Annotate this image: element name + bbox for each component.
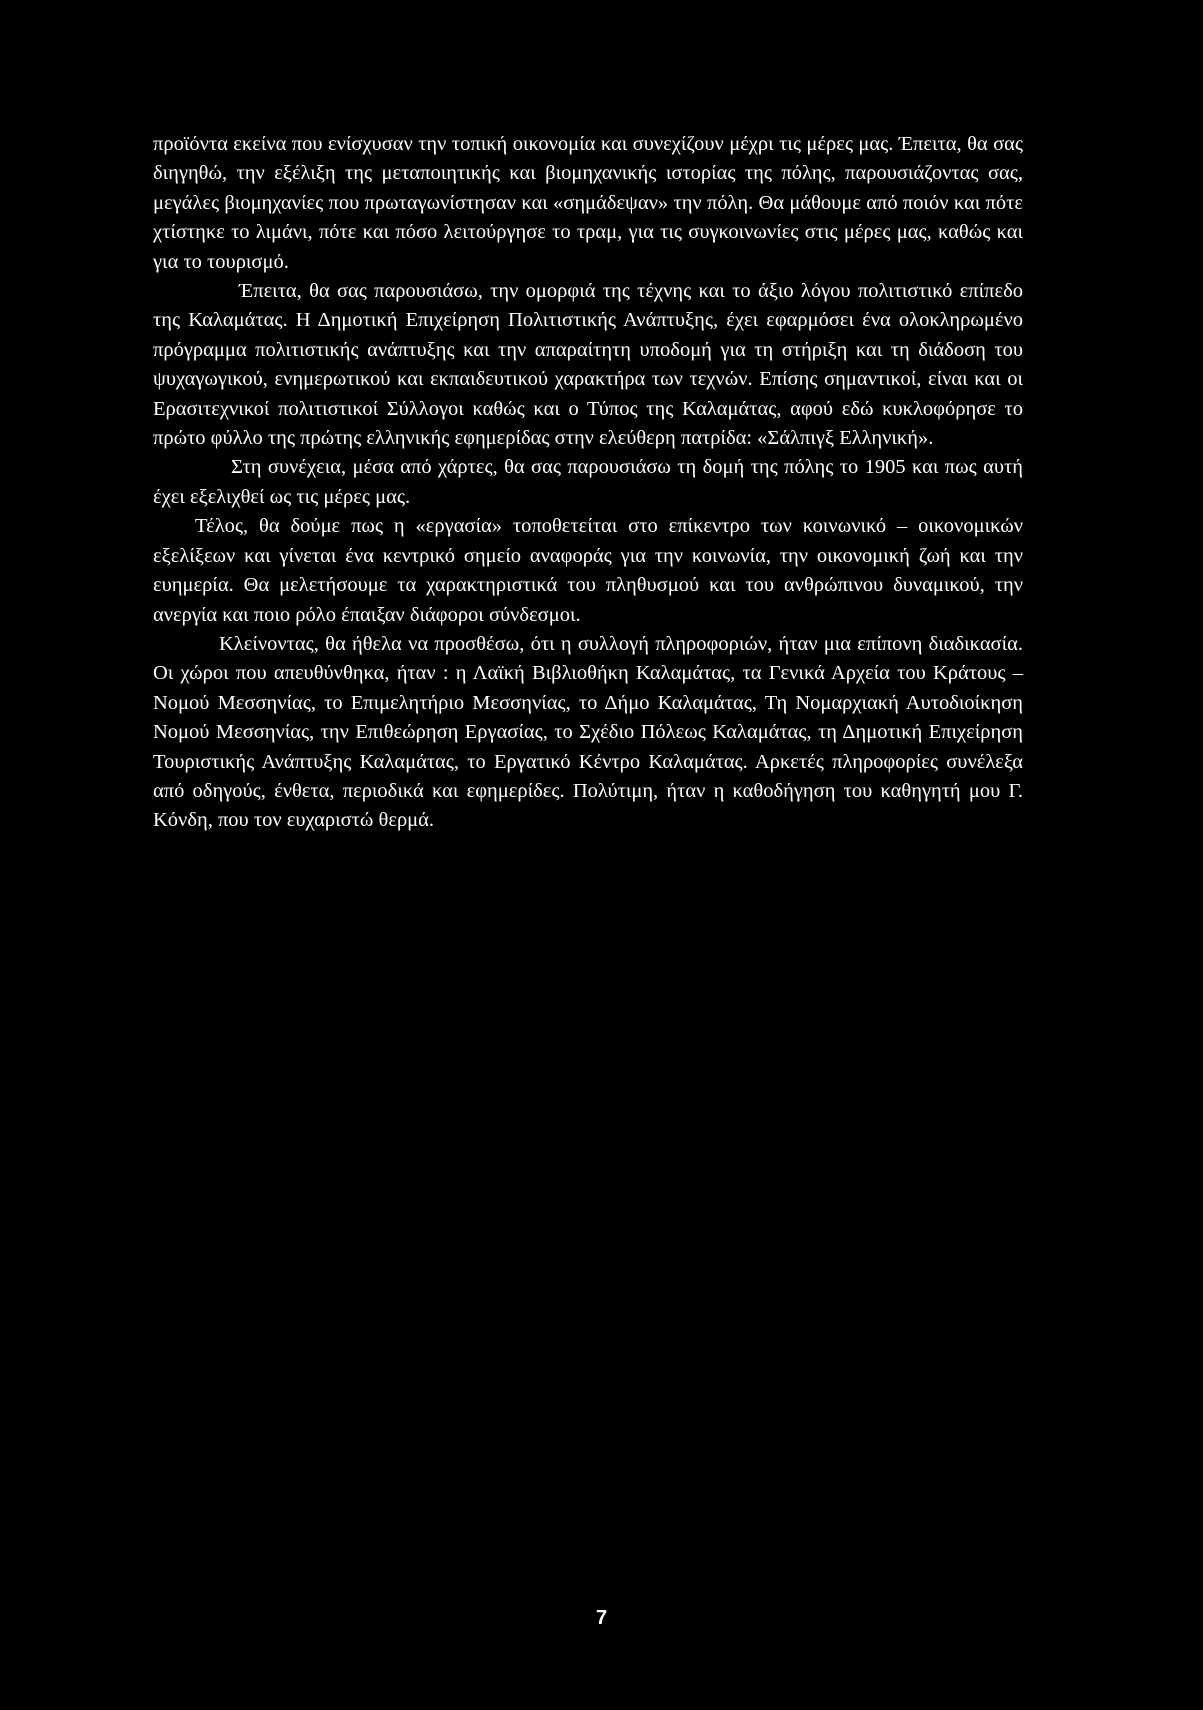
paragraph-labour: Τέλος, θα δούμε πως η «εργασία» τοποθετείται στο επίκεντρο των κοινωνικό – οικονομικών εξελίξεων και γίνεται ένα κεντρικό σημείο αναφοράς για την κοινωνία, την οικονομική ζωή και την ευημερία. Θα μελετήσουμε τα χαρακτηριστικά του πληθυσμού και του ανθρώπινου δυναμικού, την ανεργία και ποιο ρόλο έπαιξαν διάφοροι σύνδεσμοι. [153, 515, 1023, 626]
paragraph-continuation: προϊόντα εκείνα που ενίσχυσαν την τοπική οικονομία και συνεχίζουν μέχρι τις μέρες μας. Έπειτα, θα σας διηγηθώ, την εξέλιξη της μεταποιητικής και βιομηχανικής ιστορίας της πόλης, παρουσιάζοντας σας, μεγάλες βιομηχανίες που πρωταγωνίστησαν και «σημάδεψαν» την πόλη. Θα μάθουμε από ποιόν και πότε χτίστηκε το λιμάνι, πότε και πόσο λειτούργησε το τραμ, για τις συγκοινωνίες στις μέρες μας, καθώς και για το τουρισμό. [153, 133, 1023, 273]
body-text [153, 130, 1023, 836]
paragraph-culture: Έπειτα, θα σας παρουσιάσω, την ομορφιά της τέχνης και το άξιο λόγου πολιτιστικό επίπεδο της Καλαμάτας. Η Δημοτική Επιχείρηση Πολιτιστικής Ανάπτυξης, έχει εφαρμόσει ένα ολοκληρωμένο πρόγραμμα πολιτιστικής ανάπτυξης και την απαραίτητη υποδομή για τη στήριξη και τη διάδοση του ψυχαγωγικού, ενημερωτικού και εκπαιδευτικού χαρακτήρα των τεχνών. Επίσης σημαντικοί, είναι και οι Ερασιτεχνικοί πολιτιστικοί Σύλλογοι καθώς και ο Τύπος της Καλαμάτας, αφού εδώ κυκλοφόρησε το πρώτο φύλλο της πρώτης ελληνικής εφημερίδας στην ελεύθερη πατρίδα: «Σάλπιγξ Ελληνική». [153, 280, 1023, 450]
page-number: 7 [595, 1607, 608, 1629]
paragraph-city-structure: Στη συνέχεια, μέσα από χάρτες, θα σας παρουσιάσω τη δομή της πόλης το 1905 και πως αυτή έχει εξελιχθεί ως τις μέρες μας. [153, 456, 1023, 508]
paragraph-closing: Κλείνοντας, θα ήθελα να προσθέσω, ότι η συλλογή πληροφοριών, ήταν μια επίπονη διαδικασία. Οι χώροι που απευθύνθηκα, ήταν : η Λαϊκή Βιβλιοθήκη Καλαμάτας, τα Γενικά Αρχεία του Κράτους – Νομού Μεσσηνίας, το Επιμελητήριο Μεσσηνίας, το Δήμο Καλαμάτας, Τη Νομαρχιακή Αυτοδιοίκηση Νομού Μεσσηνίας, την Επιθεώρηση Εργασίας, το Σχέδιο Πόλεως Καλαμάτας, τη Δημοτική Επιχείρηση Τουριστικής Ανάπτυξης Καλαμάτας, το Εργατικό Κέντρο Καλαμάτας. Αρκετές πληροφορίες συνέλεξα από οδηγούς, ένθετα, περιοδικά και εφημερίδες. Πολύτιμη, ήταν η καθοδήγηση του καθηγητή μου Γ. Κόνδη, που τον ευχαριστώ θερμά. [153, 632, 1023, 832]
